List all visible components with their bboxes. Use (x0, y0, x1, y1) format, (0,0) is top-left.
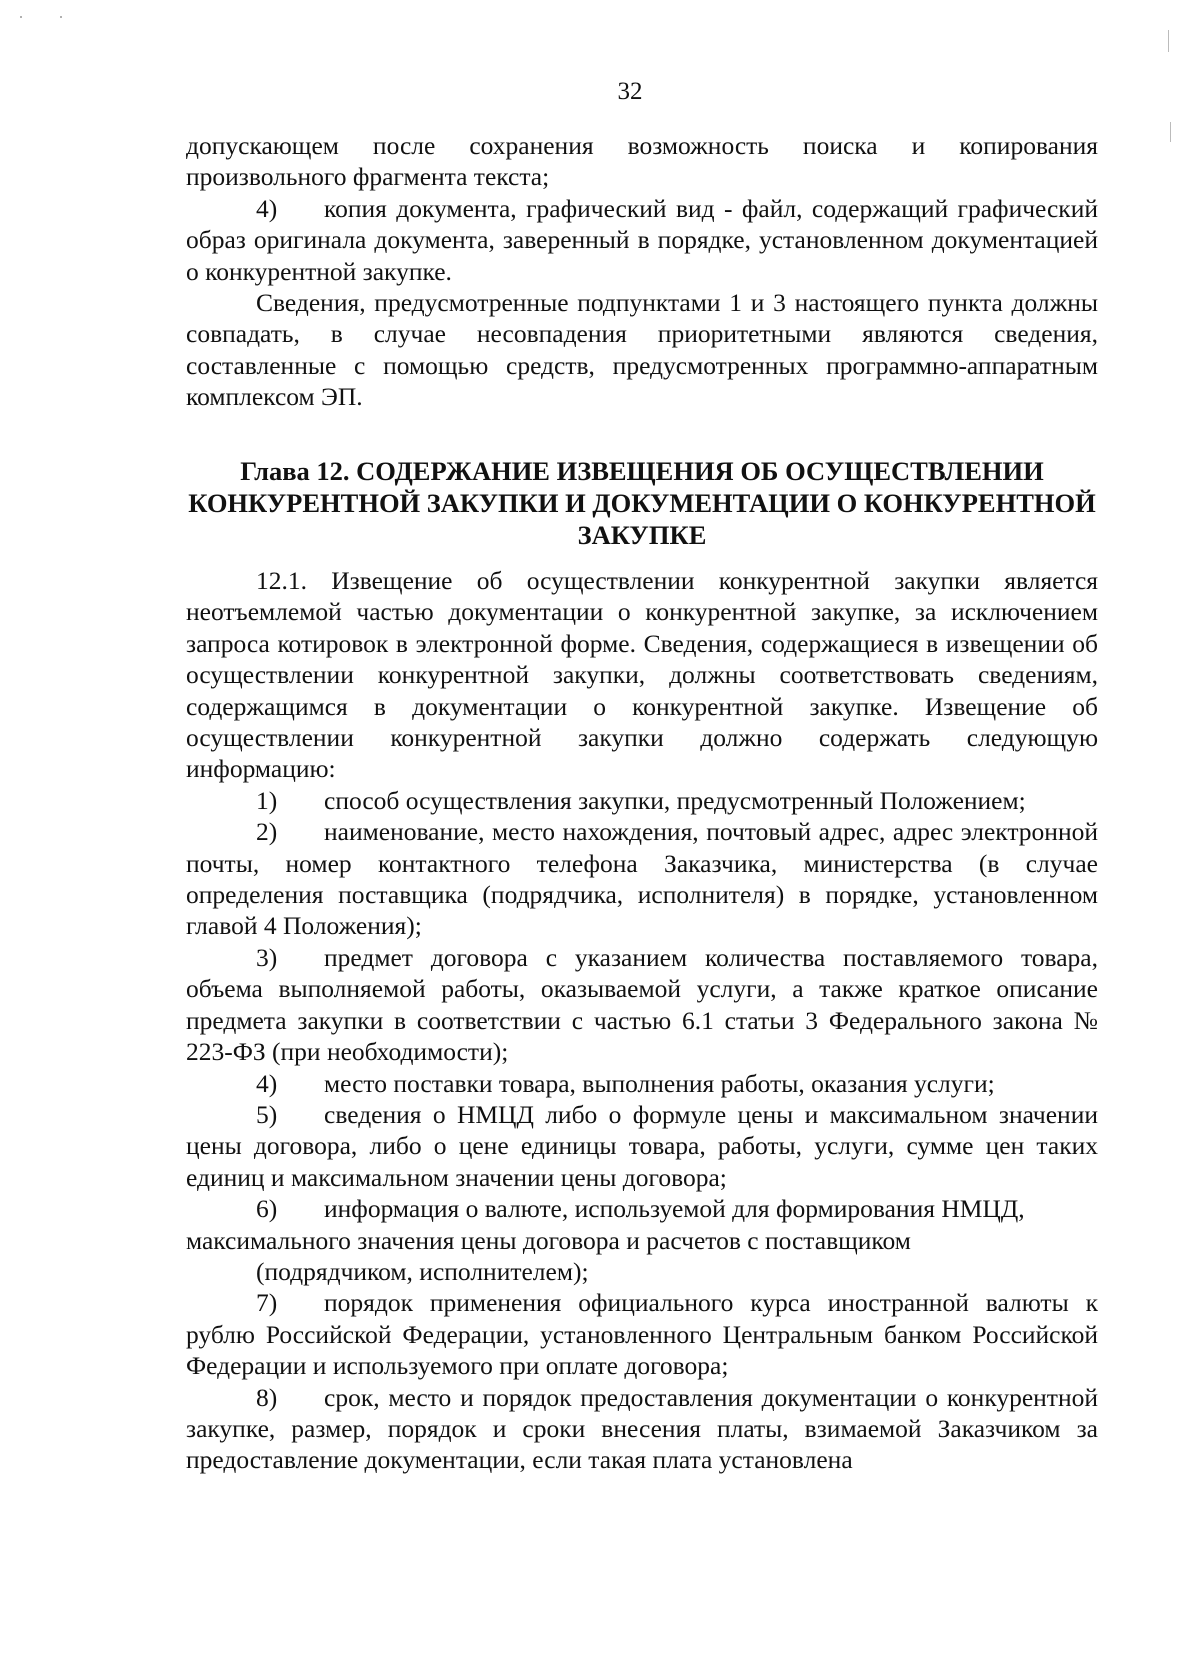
list-item-text: способ осуществления закупки, предусмотренный Положением; (324, 785, 1026, 815)
list-item (186, 1287, 1098, 1381)
list-item-number: 1) (256, 785, 278, 815)
list-item-number: 2) (256, 817, 278, 847)
list-item-text: наименование, место нахождения, почтовый адрес, адрес электронной почты, номер контактного телефона Заказчика, министерства (в случае определения поставщика (подрядчика, исполнителя) в порядке, установленном главой 4 Положения); (186, 817, 1098, 941)
list-item-text: копия документа, графический вид - файл, содержащий графический образ оригинала документа, заверенный в порядке, установленном документацией о конкурентной закупке. (186, 193, 1098, 286)
list-item (186, 1099, 1098, 1193)
scan-edge-mark (1168, 30, 1169, 52)
list-item (186, 785, 1098, 816)
list-item-number: 5) (256, 1099, 278, 1129)
chapter-heading (186, 455, 1098, 551)
note-paragraph: Сведения, предусмотренные подпунктами 1 и 3 настоящего пункта должны совпадать, в случае несовпадения приоритетными являются сведения, составленные с помощью средств, предусмотренных программно-аппаратным комплексом ЭП. (186, 288, 1098, 412)
list-item-continuation: (подрядчиком, исполнителем); (256, 1256, 589, 1286)
list-item-text: срок, место и порядок предоставления документации о конкурентной закупке, размер, порядок и сроки внесения платы, взимаемой Заказчиком за предоставление документации, если такая плата установлена (186, 1382, 1098, 1475)
section-text-block (186, 565, 1098, 1476)
list-item (186, 942, 1098, 1068)
scan-dot (20, 16, 22, 18)
list-item (186, 816, 1098, 942)
chapter-heading-line: Глава 12. СОДЕРЖАНИЕ ИЗВЕЩЕНИЯ ОБ ОСУЩЕСТВЛЕНИИ (240, 456, 1044, 486)
list-item-number: 8) (256, 1382, 278, 1412)
scan-edge-mark (1170, 122, 1171, 142)
top-text-block (186, 130, 1098, 413)
list-item-text: место поставки товара, выполнения работы, оказания услуги; (324, 1068, 995, 1098)
list-item (186, 1382, 1098, 1476)
page-number: 32 (617, 78, 643, 105)
list-item (186, 1068, 1098, 1099)
list-item-number: 6) (256, 1194, 278, 1224)
list-item-text: информация о валюте, используемой для формирования НМЦД, максимального значения цены договора и расчетов с поставщиком (186, 1194, 1025, 1255)
list-item-text: предмет договора с указанием количества поставляемого товара, объема выполняемой работы, оказываемой услуги, а также краткое описание предмета закупки в соответствии с частью 6.1 статьи 3 Федерального закона № 223-ФЗ (при необходимости); (186, 942, 1098, 1067)
scan-dot (60, 16, 62, 18)
list-item-text: порядок применения официального курса иностранной валюты к рублю Российской Федерации, установленного Центральным банком Российской Федерации и используемого при оплате договора; (186, 1288, 1098, 1381)
list-item (186, 193, 1098, 287)
list-item (186, 1193, 1098, 1256)
list-item-number: 7) (256, 1288, 278, 1318)
continuation-paragraph: допускающем после сохранения возможность поиска и копирования произвольного фрагмента текста; (186, 131, 1098, 192)
chapter-heading-line: ЗАКУПКЕ (577, 520, 707, 550)
list-item-text: сведения о НМЦД либо о формуле цены и максимальном значении цены договора, либо о цене единицы товара, работы, услуги, сумме цен таких единиц и максимальном значении цены договора; (186, 1099, 1098, 1192)
list-item-number: 4) (256, 1068, 278, 1098)
section-intro: 12.1. Извещение об осуществлении конкурентной закупки является неотъемлемой частью документации о конкурентной закупке, за исключением запроса котировок в электронной форме. Сведения, содержащиеся в извещении об осуществлении конкурентной закупки, должны соответствовать сведениям, содержащимся в документации о конкурентной закупке. Извещение об осуществлении конкурентной закупки должно содержать следующую информацию: (186, 566, 1098, 784)
chapter-heading-line: КОНКУРЕНТНОЙ ЗАКУПКИ И ДОКУМЕНТАЦИИ О КОНКУРЕНТНОЙ (188, 488, 1096, 518)
list-item-number: 3) (256, 942, 278, 972)
list-item-number: 4) (256, 193, 278, 223)
